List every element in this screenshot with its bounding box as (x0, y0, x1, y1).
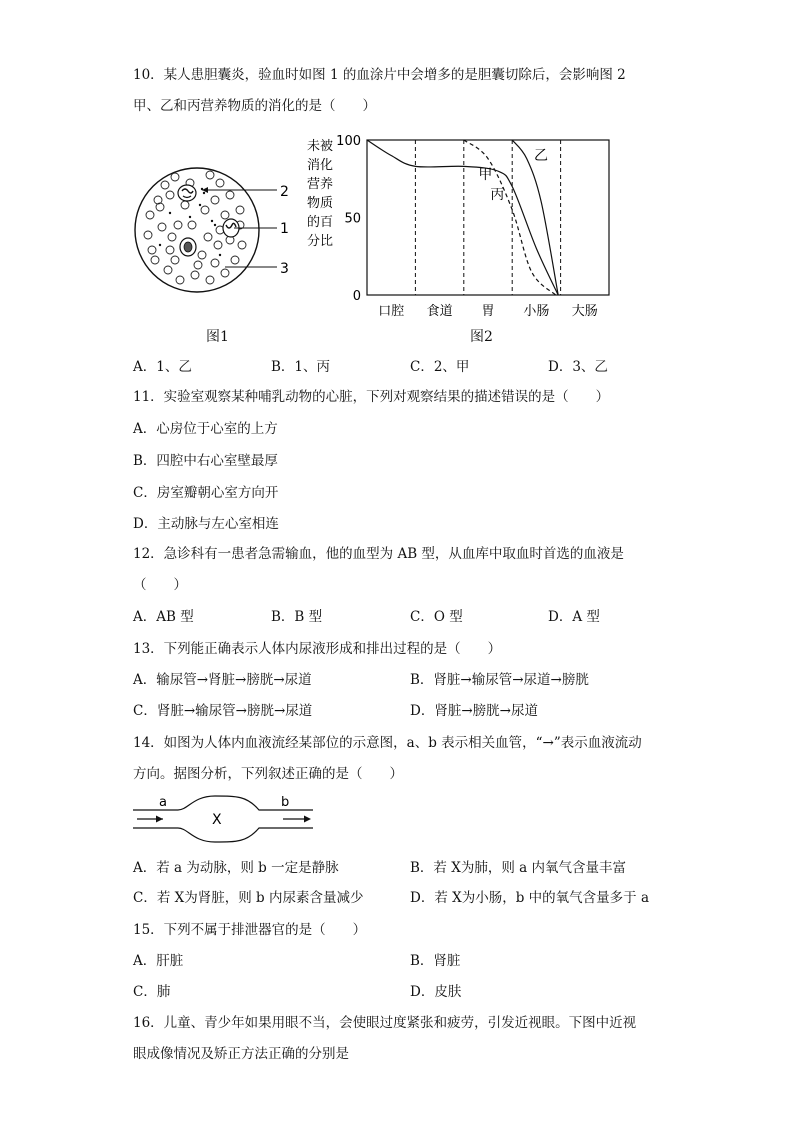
q14-option-c[interactable]: C．若 X为肾脏，则 b 内尿素含量减少 (133, 890, 364, 906)
y-axis-label-part: 消化 (307, 158, 334, 173)
q13-option-b[interactable]: B．肾脏→输尿管→尿道→膀胱 (410, 672, 589, 688)
curve-label-丙: 丙 (490, 186, 505, 203)
q14-option-d[interactable]: D．若 X为小肠，b 中的氧气含量多于 a (410, 890, 649, 906)
label-2: 2 (280, 184, 289, 200)
q10-option-a[interactable]: A．1、乙 (133, 359, 192, 375)
q12-option-b[interactable]: B．B 型 (271, 609, 323, 625)
q12-stem-line2: （ ） (133, 577, 187, 593)
y-axis-label-part: 物质 (307, 196, 334, 211)
q11-stem: 11．实验室观察某种哺乳动物的心脏，下列对观察结果的描述错误的是（ ） (133, 389, 610, 405)
vessel-b-label: b (281, 795, 290, 810)
q10-option-d[interactable]: D．3、乙 (548, 359, 608, 375)
x-tick-label: 食道 (426, 304, 453, 319)
q10-option-c[interactable]: C．2、甲 (410, 359, 470, 375)
q14-stem-line2: 方向。据图分析，下列叙述正确的是（ ） (133, 766, 403, 782)
q13-option-a[interactable]: A．输尿管→肾脏→膀胱→尿道 (133, 672, 312, 688)
q12-option-c[interactable]: C．O 型 (410, 609, 463, 625)
y-tick-label: 50 (344, 211, 361, 227)
fig1-caption: 图1 (206, 329, 229, 345)
x-tick-label: 大肠 (571, 304, 598, 319)
q15-option-c[interactable]: C．肺 (133, 984, 171, 1000)
q12-option-d[interactable]: D．A 型 (548, 609, 600, 625)
q12-option-a[interactable]: A．AB 型 (133, 609, 194, 625)
q15-option-d[interactable]: D．皮肤 (410, 984, 462, 1000)
blood-flow-diagram (133, 792, 323, 846)
vessel-a-label: a (159, 795, 167, 810)
q13-option-d[interactable]: D．肾脏→膀胱→尿道 (410, 703, 538, 719)
q14-option-a[interactable]: A．若 a 为动脉，则 b 一定是静脉 (133, 860, 339, 876)
q16-stem-line2: 眼成像情况及矫正方法正确的分别是 (133, 1046, 349, 1062)
q13-option-c[interactable]: C．肾脏→输尿管→膀胱→尿道 (133, 703, 313, 719)
curve-甲 (367, 140, 558, 295)
white-blood-cell-3 (180, 238, 196, 256)
y-axis-label-part: 分比 (307, 234, 334, 249)
fig2-caption: 图2 (470, 329, 493, 345)
q11-option-c[interactable]: C．房室瓣朝心室方向开 (133, 485, 279, 501)
q15-stem: 15．下列不属于排泄器官的是（ ） (133, 922, 367, 938)
q14-stem-line1: 14．如图为人体内血液流经某部位的示意图，a、b 表示相关血管，“→”表示血液流动 (133, 735, 642, 751)
organ-x-label: X (212, 812, 222, 828)
x-tick-label: 小肠 (523, 304, 550, 319)
q12-stem-line1: 12．急诊科有一患者急需输血，他的血型为 AB 型，从血库中取血时首选的血液是 (133, 546, 624, 562)
y-axis-label-part: 未被 (307, 139, 334, 154)
q15-option-a[interactable]: A．肝脏 (133, 953, 184, 969)
q10-stem-line1: 10．某人患胆囊炎，验血时如图 1 的血涂片中会增多的是胆囊切除后，会影响图 2 (133, 67, 626, 83)
y-axis-label-part: 营养 (307, 177, 334, 192)
q14-option-b[interactable]: B．若 X为肺，则 a 内氧气含量丰富 (410, 860, 626, 876)
q16-stem-line1: 16．儿童、青少年如果用眼不当，会使眼过度紧张和疲劳，引发近视眼。下图中近视 (133, 1015, 637, 1031)
q13-stem: 13．下列能正确表示人体内尿液形成和排出过程的是（ ） (133, 641, 502, 657)
label-1: 1 (280, 221, 289, 237)
q15-option-b[interactable]: B．肾脏 (410, 953, 461, 969)
y-tick-label: 100 (336, 134, 361, 149)
white-blood-cell-2 (178, 185, 196, 201)
y-tick-label: 0 (352, 289, 361, 304)
y-axis-label-part: 的百 (307, 215, 334, 230)
x-tick-label: 胃 (481, 304, 495, 319)
q11-option-b[interactable]: B．四腔中右心室壁最厚 (133, 453, 278, 469)
curve-label-乙: 乙 (533, 148, 548, 165)
q10-stem-line2: 甲、乙和丙营养物质的消化的是（ ） (133, 98, 376, 114)
label-3: 3 (280, 261, 289, 277)
curve-label-甲: 甲 (478, 166, 493, 183)
blood-smear-figure (130, 155, 305, 305)
q10-option-b[interactable]: B．1、丙 (271, 359, 331, 375)
digestion-chart (305, 130, 615, 320)
x-tick-label: 口腔 (378, 304, 405, 319)
q11-option-d[interactable]: D．主动脉与左心室相连 (133, 516, 279, 532)
q11-option-a[interactable]: A．心房位于心室的上方 (133, 421, 278, 437)
